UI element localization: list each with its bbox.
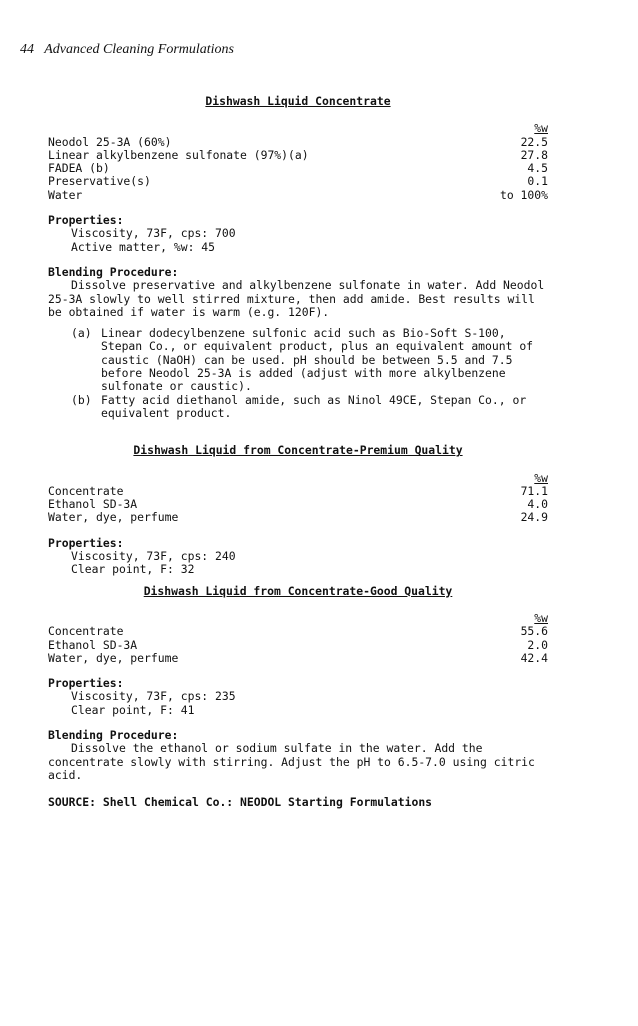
ingredient-value: 0.1 [527,174,548,189]
ingredient-name: FADEA (b) [48,161,110,176]
section-title-premium: Dishwash Liquid from Concentrate-Premium Quality [133,443,463,458]
table-row [48,485,548,498]
ingredient-value: 24.9 [520,510,548,525]
table-row [48,189,548,202]
property-line: Viscosity, 73F, cps: 700 [71,226,236,241]
properties-heading: Properties: [48,213,124,228]
ingredient-value: 42.4 [520,650,548,665]
blending-text: Dissolve preservative and alkylbenzene sulfonate in water. Add Neodol 25-3A slowly to well stirred mixture, then add amide. Best results will be obtained if water is warm (e.g. 120F). [48,278,545,319]
formulation-table-good [48,625,548,665]
ingredient-value: 22.5 [520,134,548,149]
ingredient-name: Concentrate [48,624,124,639]
ingredient-value: 2.0 [527,637,548,652]
footnote-a [48,327,548,393]
footnote-text: Linear dodecylbenzene sulfonic acid such as Bio-Soft S-100, Stepan Co., or equivalent product, plus an equivalent amount of caustic (NaOH) can be used. pH should be between 5.5 and 7.5 before Neodol 25-3A is added (adjust with more alkylbenzene sulfonate or caustic). [101,326,534,394]
ingredient-value: to 100% [499,187,548,202]
footnote-text: Fatty acid diethanol amide, such as Ninol 49CE, Stepan Co., or equivalent product. [101,392,527,420]
property-line: Viscosity, 73F, cps: 235 [71,689,236,704]
blending-heading: Blending Procedure: [48,264,179,279]
percent-header: %w [534,470,548,485]
formulation-table-premium [48,485,548,525]
table-row [48,639,548,652]
blending-text: Dissolve the ethanol or sodium sulfate in the water. Add the concentrate slowly with stirring. Adjust the pH to 6.5-7.0 using citric acid. [48,741,535,782]
table-row [48,175,548,188]
ingredient-value: 71.1 [520,483,548,498]
properties-heading: Properties: [48,535,124,550]
formulation-table-concentrate [48,136,548,202]
ingredient-name: Water [48,187,83,202]
source-citation: SOURCE: Shell Chemical Co.: NEODOL Starting Formulations [48,795,433,810]
property-line: Active matter, %w: 45 [71,239,216,254]
section-title-concentrate: Dishwash Liquid Concentrate [205,94,391,108]
ingredient-name: Concentrate [48,483,124,498]
document-body [48,95,548,809]
table-row [48,625,548,638]
table-row [48,136,548,149]
table-row [48,511,548,524]
ingredient-name: Linear alkylbenzene sulfonate (97%)(a) [48,147,309,162]
ingredient-value: 4.5 [527,161,548,176]
table-row [48,498,548,511]
ingredient-value: 4.0 [527,497,548,512]
property-line: Viscosity, 73F, cps: 240 [71,549,236,564]
table-row [48,162,548,175]
table-row [48,652,548,665]
blending-heading: Blending Procedure: [48,727,179,742]
footnote-label: (a) [71,326,92,341]
table-row [48,149,548,162]
ingredient-name: Preservative(s) [48,174,151,189]
section-title-good: Dishwash Liquid from Concentrate-Good Quality [143,583,453,598]
properties-heading: Properties: [48,676,124,691]
footnote-label: (b) [71,392,92,407]
ingredient-name: Ethanol SD-3A [48,497,138,512]
ingredient-name: Neodol 25-3A (60%) [48,134,172,149]
property-line: Clear point, F: 41 [71,702,195,717]
ingredient-value: 27.8 [520,147,548,162]
ingredient-value: 55.6 [520,624,548,639]
property-line: Clear point, F: 32 [71,562,195,577]
footnote-b [48,394,548,421]
running-head: 44 Advanced Cleaning Formulations [20,42,234,57]
ingredient-name: Water, dye, perfume [48,650,179,665]
ingredient-name: Ethanol SD-3A [48,637,138,652]
percent-header: %w [534,610,548,625]
ingredient-name: Water, dye, perfume [48,510,179,525]
percent-header: %w [534,121,548,136]
